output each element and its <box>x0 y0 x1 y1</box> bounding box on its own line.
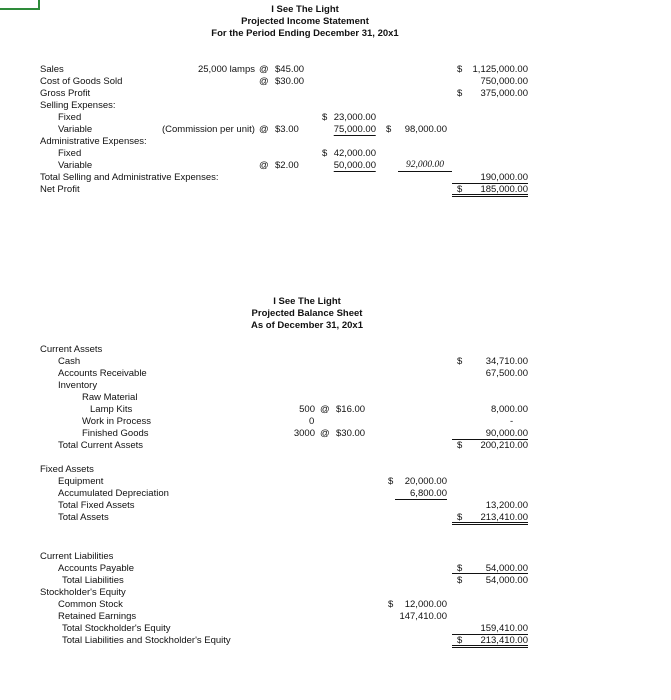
total-se-value: 159,410.00 <box>452 623 528 635</box>
equipment-dollar: $ <box>388 476 394 487</box>
admin-fixed-dollar: $ <box>322 148 328 159</box>
admin-at: @ <box>259 160 269 171</box>
lamp-kits-price: $16.00 <box>336 404 366 415</box>
selling-label: Selling Expenses: <box>40 100 116 111</box>
total-l-se-label: Total Liabilities and Stockholder's Equity <box>62 635 231 646</box>
total-sa-value: 190,000.00 <box>452 172 528 184</box>
retained-earnings-label: Retained Earnings <box>58 611 137 622</box>
current-liabilities-label: Current Liabilities <box>40 551 114 562</box>
ar-label: Accounts Receivable <box>58 368 147 379</box>
sales-price: $45.00 <box>275 64 305 75</box>
raw-material-label: Raw Material <box>82 392 138 403</box>
selling-fixed-value: 23,000.00 <box>333 112 376 123</box>
equipment-label: Equipment <box>58 476 104 487</box>
income-title: Projected Income Statement <box>241 16 369 27</box>
finished-goods-price: $30.00 <box>336 428 366 439</box>
commission-at: @ <box>259 124 269 135</box>
admin-total: 92,000.00 <box>398 160 452 172</box>
stockholders-equity-label: Stockholder's Equity <box>40 587 126 598</box>
total-l-se-dollar: $ <box>457 635 463 646</box>
selling-total-dollar: $ <box>386 124 392 135</box>
cell-cursor-handle <box>38 0 40 10</box>
total-assets-dollar: $ <box>457 512 463 523</box>
commission-label: (Commission per unit) <box>162 124 255 135</box>
finished-goods-qty: 3000 <box>293 428 315 439</box>
admin-variable-value: 50,000.00 <box>333 160 376 171</box>
total-liabilities-value: 54,000.00 <box>485 575 528 586</box>
cogs-price: $30.00 <box>275 76 305 87</box>
accum-dep-value: 6,800.00 <box>395 488 447 500</box>
wip-label: Work in Process <box>82 416 151 427</box>
inventory-label: Inventory <box>58 380 98 391</box>
total-liabilities-label: Total Liabilities <box>62 575 124 586</box>
total-current-assets-value: 200,210.00 <box>480 440 528 451</box>
ap-value: 54,000.00 <box>485 563 528 574</box>
selling-fixed-dollar: $ <box>322 112 328 123</box>
common-stock-value: 12,000.00 <box>404 599 447 610</box>
selling-variable-value: 75,000.00 <box>333 124 376 135</box>
gross-label: Gross Profit <box>40 88 91 99</box>
total-fixed-assets-label: Total Fixed Assets <box>58 500 135 511</box>
selling-variable-label: Variable <box>58 124 93 135</box>
income-period: For the Period Ending December 31, 20x1 <box>211 28 399 39</box>
cell-cursor-line <box>0 8 40 10</box>
lamp-kits-at: @ <box>320 404 330 415</box>
commission-rate: $3.00 <box>275 124 299 135</box>
admin-fixed-value: 42,000.00 <box>333 148 376 159</box>
gross-total: 375,000.00 <box>480 88 528 99</box>
common-stock-label: Common Stock <box>58 599 123 610</box>
finished-goods-value: 90,000.00 <box>452 428 528 440</box>
wip-qty: 0 <box>309 416 315 427</box>
tca-dollar: $ <box>457 440 463 451</box>
lamp-kits-label: Lamp Kits <box>90 404 133 415</box>
current-assets-label: Current Assets <box>40 344 103 355</box>
sales-dollar: $ <box>457 64 463 75</box>
total-se-label: Total Stockholder's Equity <box>62 623 171 634</box>
gross-dollar: $ <box>457 88 463 99</box>
admin-fixed-label: Fixed <box>58 148 82 159</box>
cogs-at: @ <box>259 76 269 87</box>
total-current-assets-label: Total Current Assets <box>58 440 144 451</box>
finished-goods-label: Finished Goods <box>82 428 149 439</box>
balance-date: As of December 31, 20x1 <box>251 320 363 331</box>
balance-company: I See The Light <box>273 296 341 307</box>
accum-dep-label: Accumulated Depreciation <box>58 488 169 499</box>
cogs-label: Cost of Goods Sold <box>40 76 123 87</box>
net-dollar: $ <box>457 184 463 195</box>
balance-title: Projected Balance Sheet <box>251 308 363 319</box>
wip-value: - <box>510 416 514 427</box>
retained-earnings-value: 147,410.00 <box>399 611 447 622</box>
sales-qty: 25,000 lamps <box>197 64 255 75</box>
tl-dollar: $ <box>457 575 463 586</box>
sales-at: @ <box>259 64 269 75</box>
total-assets-value: 213,410.00 <box>480 512 528 523</box>
equipment-value: 20,000.00 <box>404 476 447 487</box>
fixed-assets-label: Fixed Assets <box>40 464 94 475</box>
ap-label: Accounts Payable <box>58 563 135 574</box>
net-total: 185,000.00 <box>480 184 528 195</box>
cash-label: Cash <box>58 356 81 367</box>
cogs-total: 750,000.00 <box>480 76 528 87</box>
lamp-kits-qty: 500 <box>299 404 315 415</box>
income-company: I See The Light <box>271 4 339 15</box>
sales-total: 1,125,000.00 <box>472 64 528 75</box>
common-stock-dollar: $ <box>388 599 394 610</box>
ap-dollar: $ <box>457 563 463 574</box>
admin-label: Administrative Expenses: <box>40 136 147 147</box>
cash-dollar: $ <box>457 356 463 367</box>
net-label: Net Profit <box>40 184 80 195</box>
total-assets-label: Total Assets <box>58 512 109 523</box>
total-sa-label: Total Selling and Administrative Expenses: <box>40 172 219 183</box>
selling-total: 98,000.00 <box>404 124 447 135</box>
sales-label: Sales <box>40 64 64 75</box>
ar-value: 67,500.00 <box>485 368 528 379</box>
total-l-se-value: 213,410.00 <box>480 635 528 646</box>
admin-rate: $2.00 <box>275 160 299 171</box>
total-fixed-assets-value: 13,200.00 <box>485 500 528 511</box>
lamp-kits-value: 8,000.00 <box>491 404 528 415</box>
selling-fixed-label: Fixed <box>58 112 82 123</box>
admin-variable-label: Variable <box>58 160 93 171</box>
cash-value: 34,710.00 <box>485 356 528 367</box>
finished-goods-at: @ <box>320 428 330 439</box>
